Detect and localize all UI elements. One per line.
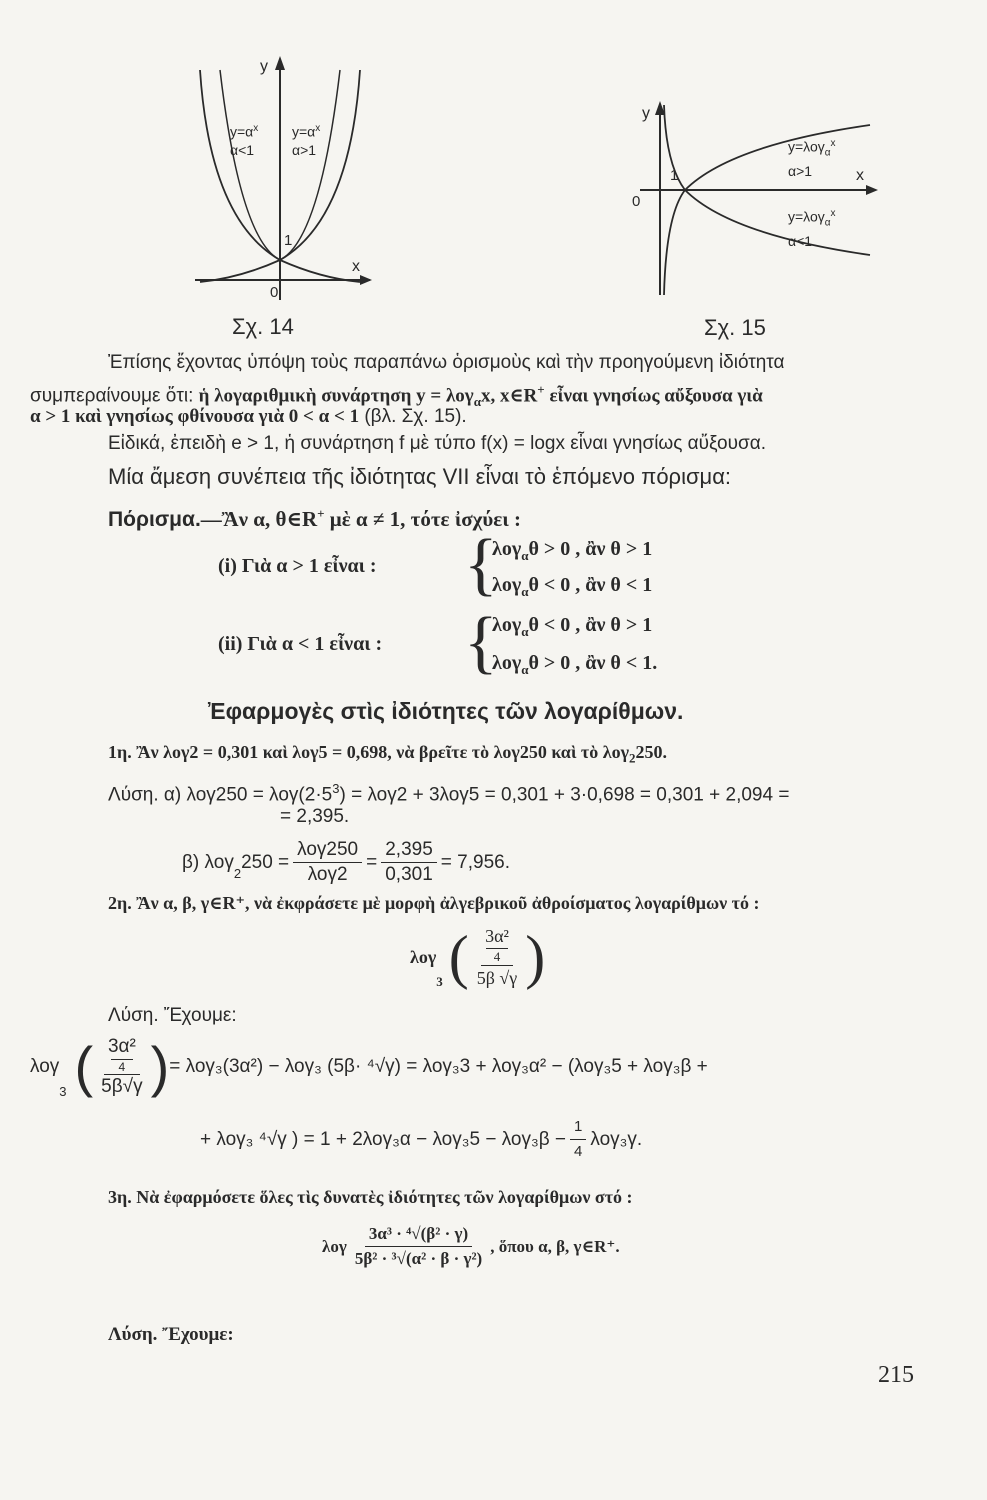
page-number: 215 (878, 1362, 914, 1388)
case2-brace: { (464, 604, 498, 681)
applications-heading: Ἐφαρμογὲς στὶς ἰδιότητες τῶν λογαρίθμων. (208, 698, 684, 724)
case2-row1: λογ$_\alpha$θ < 0 , ἂν θ > 1 (492, 614, 653, 639)
para1-line1: Ἐπίσης ἔχοντας ὑπόψη τοὺς παραπάνω ὁρισμοὺς καὶ τὴν προηγούμενη ἰδιότητα (108, 352, 785, 373)
example3-statement: 3η. Νὰ ἐφαρμόσετε ὅλες τὶς δυνατὲς ἰδιότητες τῶν λογαρίθμων στό : (108, 1187, 633, 1207)
case1-brace: { (464, 526, 498, 603)
fig14-y-label: y (260, 58, 268, 75)
fig15-y-label: y (642, 105, 650, 122)
fig14-one-label: 1 (284, 232, 293, 249)
para1-line3: α > 1 καὶ γνησίως φθίνουσα γιὰ 0 < α < 1 (βλ. Σχ. 15). (30, 406, 467, 427)
solution1-a: Λύση. α) $\lambda o\gamma 250 = \lambda o\gamma(2\cdot 5^3) = \lambda o\gamma 2 + 3\lambda o\gamma 5 = 0,301 + 3\cdot 0,698 = 0,301 + 2,094$ = (108, 781, 790, 806)
fig14-origin-label: 0 (270, 284, 279, 301)
fig15-one-label: 1 (670, 167, 679, 184)
figure-15-graph (620, 95, 900, 305)
case1-label: (i) Γιὰ α > 1 εἶναι : (218, 555, 377, 577)
fig15-caption: Σχ. 15 (704, 315, 766, 340)
fig15-x-label: x (856, 167, 864, 184)
solution2-line1: λογ 3 ( 3α² 4 5β√γ ) = λογ₃(3α²) − λογ₃ (5β· ⁴√γ) = λογ₃3 + λογ₃α² − (λογ₃5 + λογ₃β + (30, 1035, 708, 1099)
solution2-line2: + λογ₃ ⁴√γ ) = 1 + 2λογ₃α − λογ₃5 − λογ₃β − $\frac{1}{4}$ λογ₃γ. (200, 1115, 642, 1164)
example3-expression: λογ $\frac{\text{3α³ · ⁴√(β² · γ)}}{\text{5β² · ³√(α² · β · γ²)}}$ , ὅπου α, β, γ∈R⁺. (322, 1224, 620, 1268)
fig15-origin-label: 0 (632, 193, 641, 210)
figure-14 (180, 50, 380, 350)
case1-row1: λογ$_\alpha$θ > 0 , ἂν θ > 1 (492, 538, 653, 563)
solution1-b: β) λογ $_2$ 250 = $\frac{\text{λογ250}}{\text{λογ2}}$ = $\frac{2,395}{0,301}$ = 7,956. (182, 839, 510, 885)
case1-row2: λογ$_\alpha$θ < 0 , ἂν θ < 1 (492, 574, 653, 599)
solution2-label: Λύση. Ἔχουμε: (108, 1005, 237, 1026)
fig14-caption: Σχ. 14 (232, 314, 294, 339)
fig15-label-bottom: y=λογ$_\alpha^x$ α<1 (788, 208, 836, 250)
fig14-label-right: $y=\alpha^x$ α>1 (292, 123, 321, 158)
example2-statement: 2η. Ἂν α, β, γ∈R⁺, νὰ ἐκφράσετε μὲ μορφὴ ἀλγεβρικοῦ ἀθροίσματος λογαρίθμων τό : (108, 893, 760, 913)
fig14-label-left: $y=\alpha^x$ α<1 (230, 123, 259, 158)
para2: Εἰδικά, ἐπειδὴ e > 1, ἡ συνάρτηση f μὲ τύπο f(x) = logx εἶναι γνησίως αὔξουσα. (108, 433, 767, 454)
case2-label: (ii) Γιὰ α < 1 εἶναι : (218, 633, 383, 655)
figure-14-graph (180, 50, 380, 310)
solution3-label: Λύση. Ἔχουμε: (108, 1324, 234, 1345)
para1-line2: συμπεραίνουμε ὅτι: ἡ λογαριθμικὴ συνάρτηση y = λογ$_\alpha$x, x∈R+ εἶναι γνησίως αὔξουσα γιὰ (30, 382, 763, 410)
solution1-a-result: = 2,395. (280, 806, 350, 827)
figure-15 (620, 95, 900, 355)
fig14-x-label: x (352, 258, 360, 275)
example2-expression: λογ 3 ( 3α² 4 5β √γ ) (410, 924, 546, 990)
fig15-label-top: y=λογ$_\alpha^x$ α>1 (788, 138, 836, 180)
corollary-heading: Πόρισμα.—Ἂν α, θ∈R+ μὲ α ≠ 1, τότε ἰσχύει : (108, 506, 522, 531)
example1-statement: 1η. Ἂν λογ2 = 0,301 καὶ λογ5 = 0,698, νὰ βρεῖτε τὸ λογ250 καὶ τὸ λογ$_2$250. (108, 742, 667, 766)
para3: Μία ἄμεση συνέπεια τῆς ἰδιότητας VII εἶναι τὸ ἑπόμενο πόρισμα: (108, 464, 732, 489)
case2-row2: λογ$_\alpha$θ > 0 , ἂν θ < 1. (492, 652, 658, 677)
